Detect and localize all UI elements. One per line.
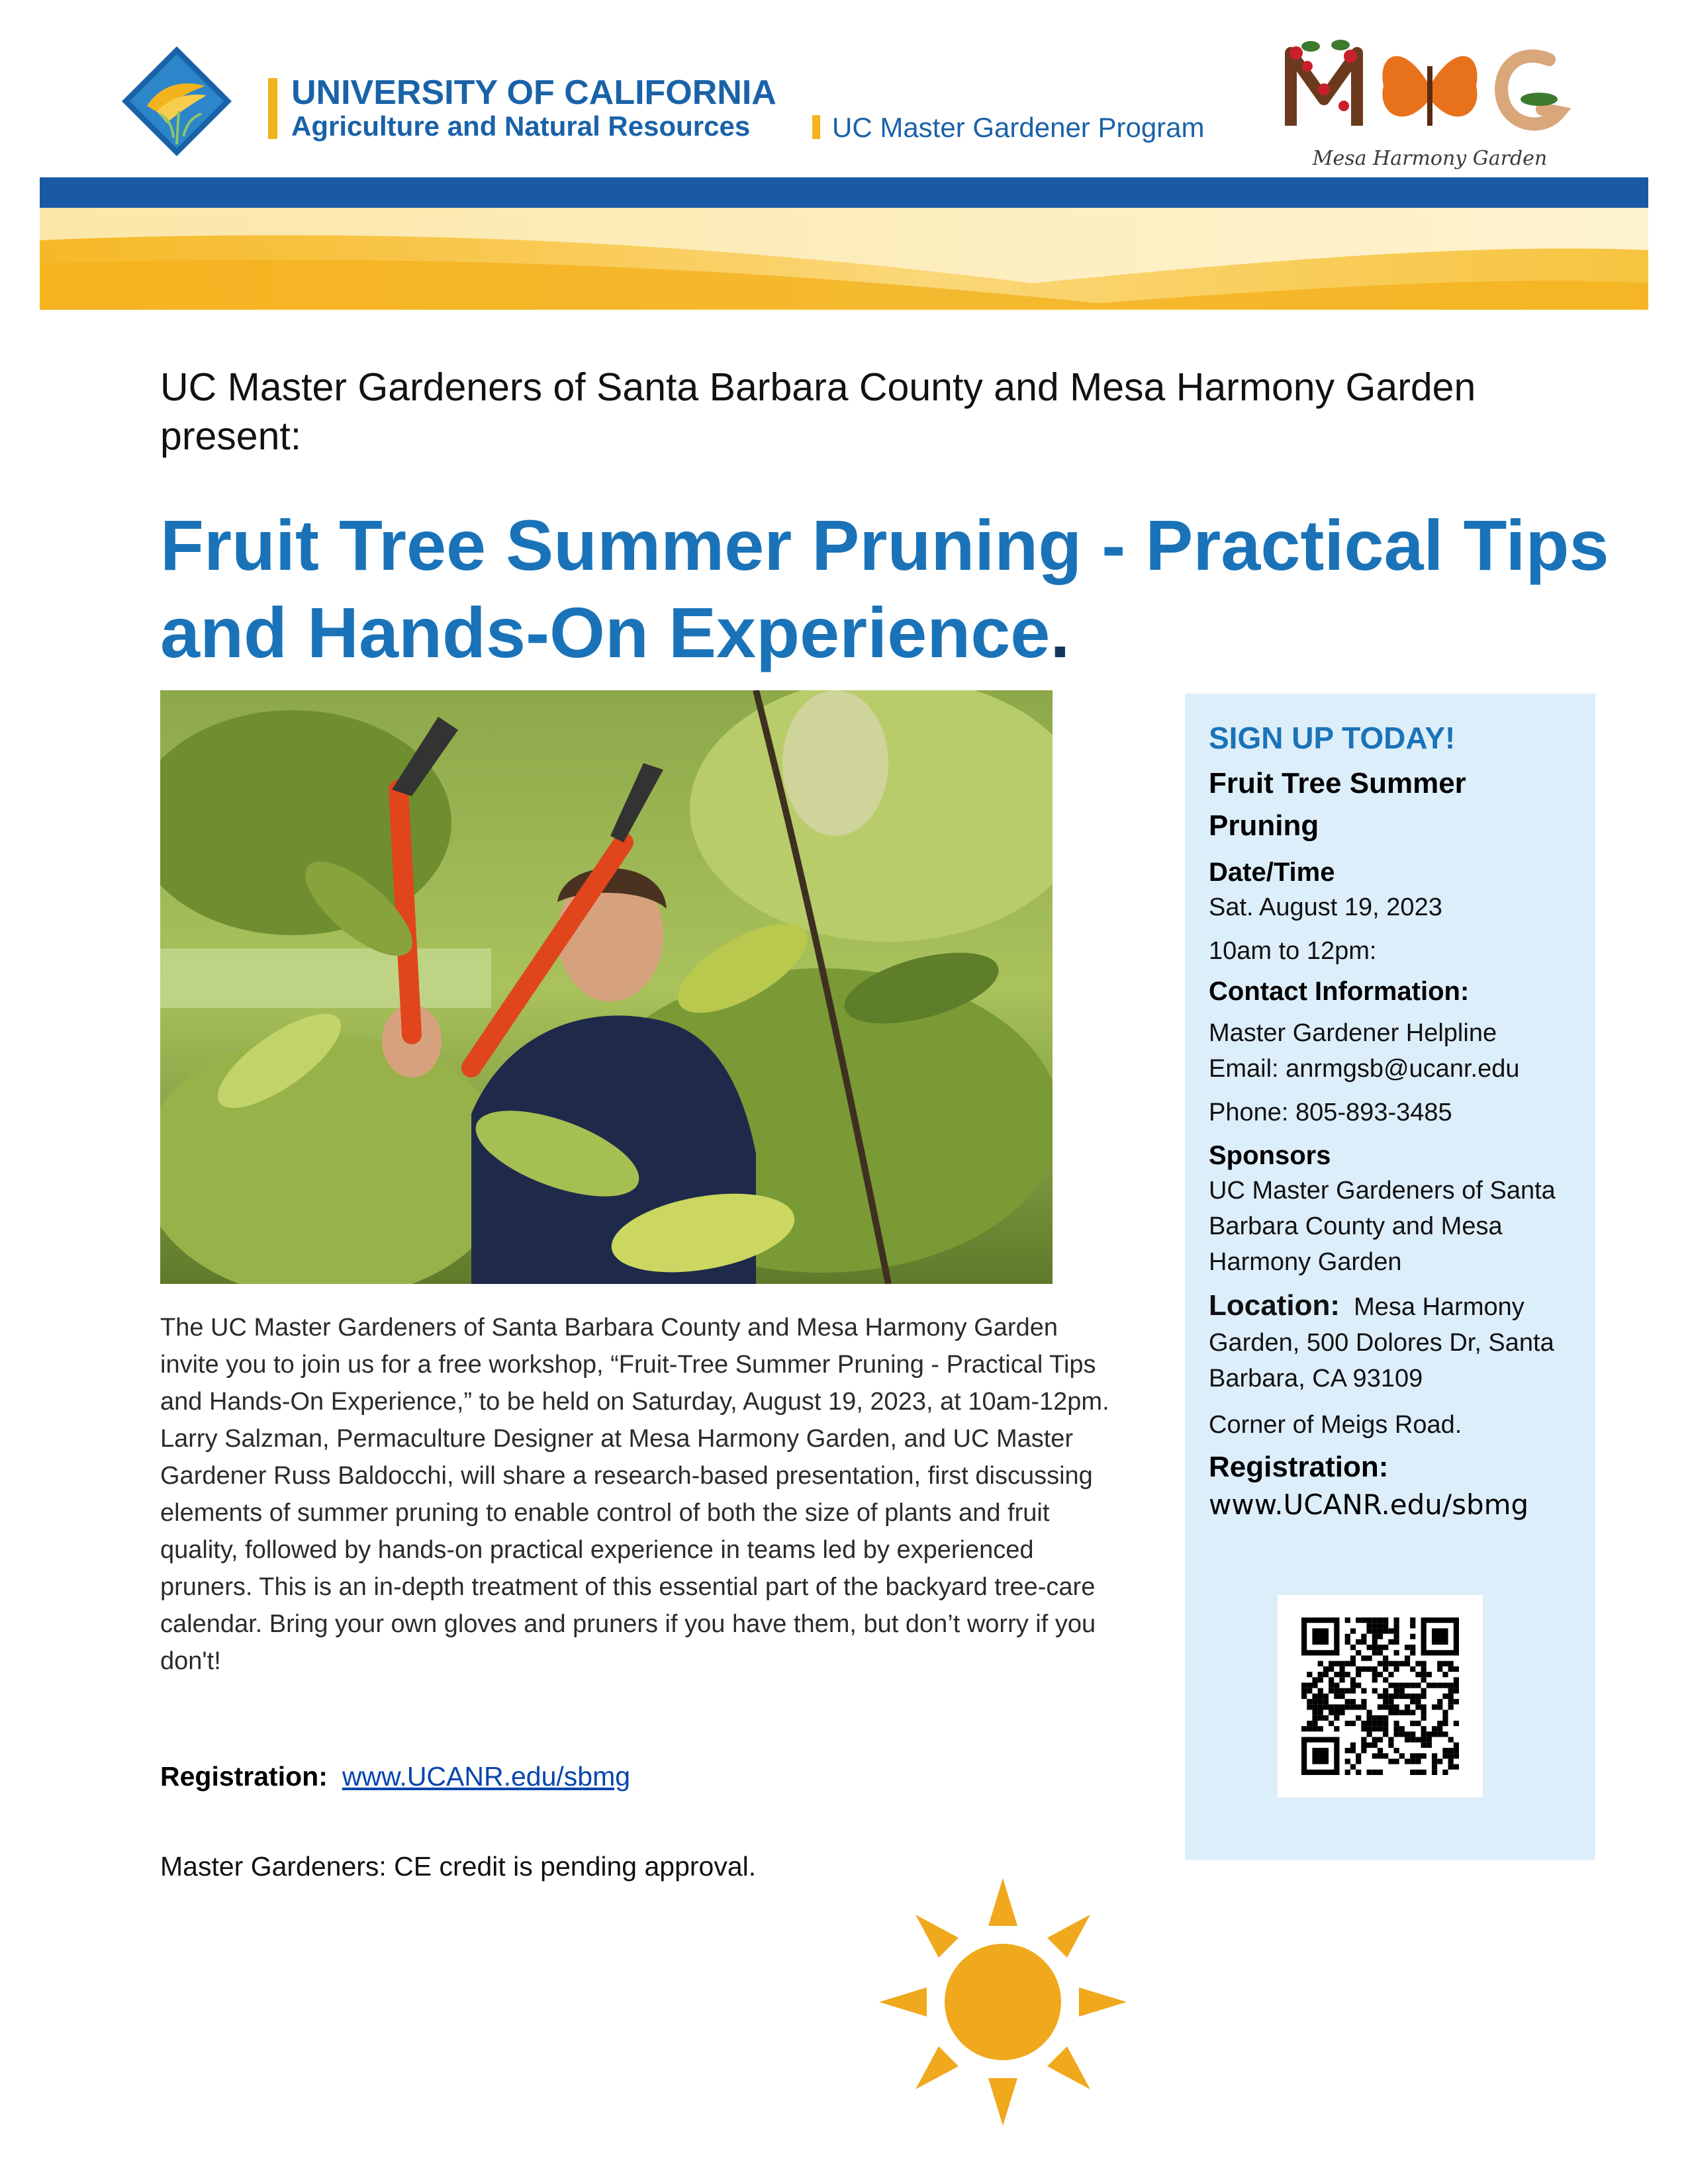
contact-label: Contact Information: bbox=[1209, 977, 1470, 1006]
location-corner: Corner of Meigs Road. bbox=[1209, 1411, 1462, 1439]
pruning-photo bbox=[160, 690, 1053, 1284]
event-time: 10am to 12pm: bbox=[1209, 937, 1377, 965]
event-name: Fruit Tree Summer Pruning bbox=[1209, 767, 1466, 842]
sun-icon bbox=[874, 1873, 1132, 2131]
partner-caption: Mesa Harmony Garden bbox=[1312, 147, 1548, 170]
ce-credit-note: Master Gardeners: CE credit is pending approval. bbox=[160, 1851, 757, 1882]
program-accent-bar bbox=[812, 115, 820, 139]
sidebar-registration-url[interactable]: www.UCANR.edu/sbmg bbox=[1209, 1488, 1529, 1521]
registration-line bbox=[160, 1758, 630, 1795]
contact-phone: Phone: 805-893-3485 bbox=[1209, 1099, 1452, 1126]
qr-code-box[interactable] bbox=[1278, 1595, 1483, 1797]
signup-heading: SIGN UP TODAY! bbox=[1209, 721, 1456, 755]
intro-text: UC Master Gardeners of Santa Barbara County and Mesa Harmony Garden present: bbox=[160, 365, 1476, 458]
program-name: UC Master Gardener Program bbox=[832, 112, 1205, 143]
registration-link[interactable]: www.UCANR.edu/sbmg bbox=[342, 1761, 631, 1792]
title-period: . bbox=[1050, 592, 1070, 672]
uc-division: Agriculture and Natural Resources bbox=[291, 111, 751, 142]
uc-accent-bar bbox=[268, 78, 277, 139]
description-paragraph: The UC Master Gardeners of Santa Barbara County and Mesa Harmony Garden invite you to join us for a free workshop, “Fruit-Tree Summer Pruning - Practical Tips and Hands-On Experience,” to be held on Saturday, August 19, 2023, at 10am-12pm. Larry Salzman, Permaculture Designer at Mesa Harmony Garden, and UC Master Gardener Russ Baldocchi, will share a research-based presentation, first discussing elements of summer pruning to enable control of both the size of plants and fruit quality, followed by hands-on practical experience in teams led by experienced pruners. This is an in-depth treatment of this essential part of the backyard tree-care calendar. Bring your own gloves and pruners if you have them, but don’t worry if you don't! bbox=[160, 1314, 1109, 1675]
sponsors-label: Sponsors bbox=[1209, 1141, 1331, 1170]
registration-label: Registration: bbox=[160, 1761, 328, 1792]
uc-diamond-logo-icon bbox=[120, 45, 233, 158]
sidebar-registration-label: Registration: bbox=[1209, 1451, 1389, 1483]
mesa-harmony-garden-logo-icon bbox=[1278, 26, 1582, 165]
location-text: Mesa Harmony Garden, 500 Dolores Dr, Santa Barbara, CA 93109 bbox=[1209, 1293, 1554, 1392]
signup-sidebar bbox=[1185, 694, 1595, 1860]
uc-name: UNIVERSITY OF CALIFORNIA bbox=[291, 73, 776, 112]
location-label: Location: bbox=[1209, 1289, 1340, 1322]
header-banner bbox=[40, 177, 1648, 310]
helpline: Master Gardener Helpline bbox=[1209, 1019, 1497, 1047]
datetime-label: Date/Time bbox=[1209, 858, 1335, 887]
title-text: Fruit Tree Summer Pruning - Practical Tips and Hands-On Experience bbox=[160, 505, 1609, 672]
sponsors-text: UC Master Gardeners of Santa Barbara County and Mesa Harmony Garden bbox=[1209, 1177, 1556, 1276]
event-date: Sat. August 19, 2023 bbox=[1209, 893, 1442, 921]
page-title bbox=[160, 502, 1617, 676]
contact-email[interactable]: Email: anrmgsb@ucanr.edu bbox=[1209, 1055, 1520, 1083]
qr-code-icon bbox=[1300, 1617, 1460, 1775]
